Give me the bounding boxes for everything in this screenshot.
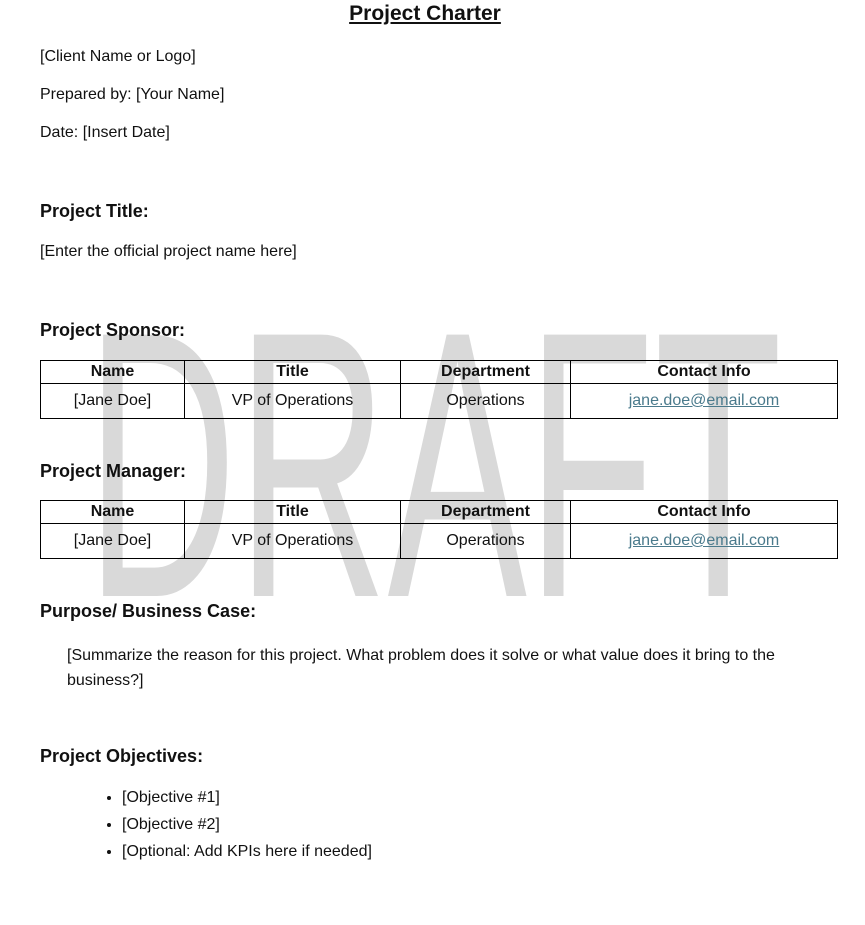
col-name: Name bbox=[41, 361, 185, 384]
watermark-text: DRAFT bbox=[86, 252, 782, 677]
prepared-by: Prepared by: [Your Name] bbox=[40, 86, 225, 103]
purpose-text: [Summarize the reason for this project. What problem does it solve or what value does it bring to the business?] bbox=[67, 647, 775, 689]
sponsor-table bbox=[40, 360, 838, 419]
email-link[interactable]: jane.doe@email.com bbox=[628, 532, 780, 549]
purpose-heading: Purpose/ Business Case: bbox=[40, 601, 257, 621]
list-item: • [Objective #1] bbox=[122, 788, 372, 815]
cell-name: [Jane Doe] bbox=[41, 384, 185, 419]
cell-department: Operations bbox=[401, 384, 571, 419]
table-row bbox=[41, 384, 838, 419]
table-header-row bbox=[41, 361, 838, 384]
col-department: Department bbox=[401, 501, 571, 524]
cell-department: Operations bbox=[401, 524, 571, 559]
date-line: Date: [Insert Date] bbox=[40, 124, 170, 141]
cell-title: VP of Operations bbox=[185, 384, 401, 419]
col-contact: Contact Info bbox=[571, 361, 838, 384]
sponsor-heading: Project Sponsor: bbox=[40, 320, 186, 340]
cell-contact bbox=[571, 384, 838, 419]
list-item: • [Objective #2] bbox=[122, 815, 372, 842]
col-name: Name bbox=[41, 501, 185, 524]
objectives-heading: Project Objectives: bbox=[40, 746, 204, 766]
list-item: • [Optional: Add KPIs here if needed] bbox=[122, 842, 372, 869]
col-contact: Contact Info bbox=[571, 501, 838, 524]
client-name: [Client Name or Logo] bbox=[40, 48, 196, 65]
col-title: Title bbox=[185, 501, 401, 524]
cell-name: [Jane Doe] bbox=[41, 524, 185, 559]
email-link[interactable]: jane.doe@email.com bbox=[628, 392, 780, 409]
manager-table bbox=[40, 500, 838, 559]
col-title: Title bbox=[185, 361, 401, 384]
project-title-text: [Enter the official project name here] bbox=[40, 243, 297, 260]
table-header-row bbox=[41, 501, 838, 524]
col-department: Department bbox=[401, 361, 571, 384]
table-row bbox=[41, 524, 838, 559]
project-title-heading: Project Title: bbox=[40, 201, 149, 221]
page-title: Project Charter bbox=[349, 2, 501, 25]
cell-contact bbox=[571, 524, 838, 559]
cell-title: VP of Operations bbox=[185, 524, 401, 559]
manager-heading: Project Manager: bbox=[40, 461, 187, 481]
objectives-list bbox=[68, 788, 372, 869]
